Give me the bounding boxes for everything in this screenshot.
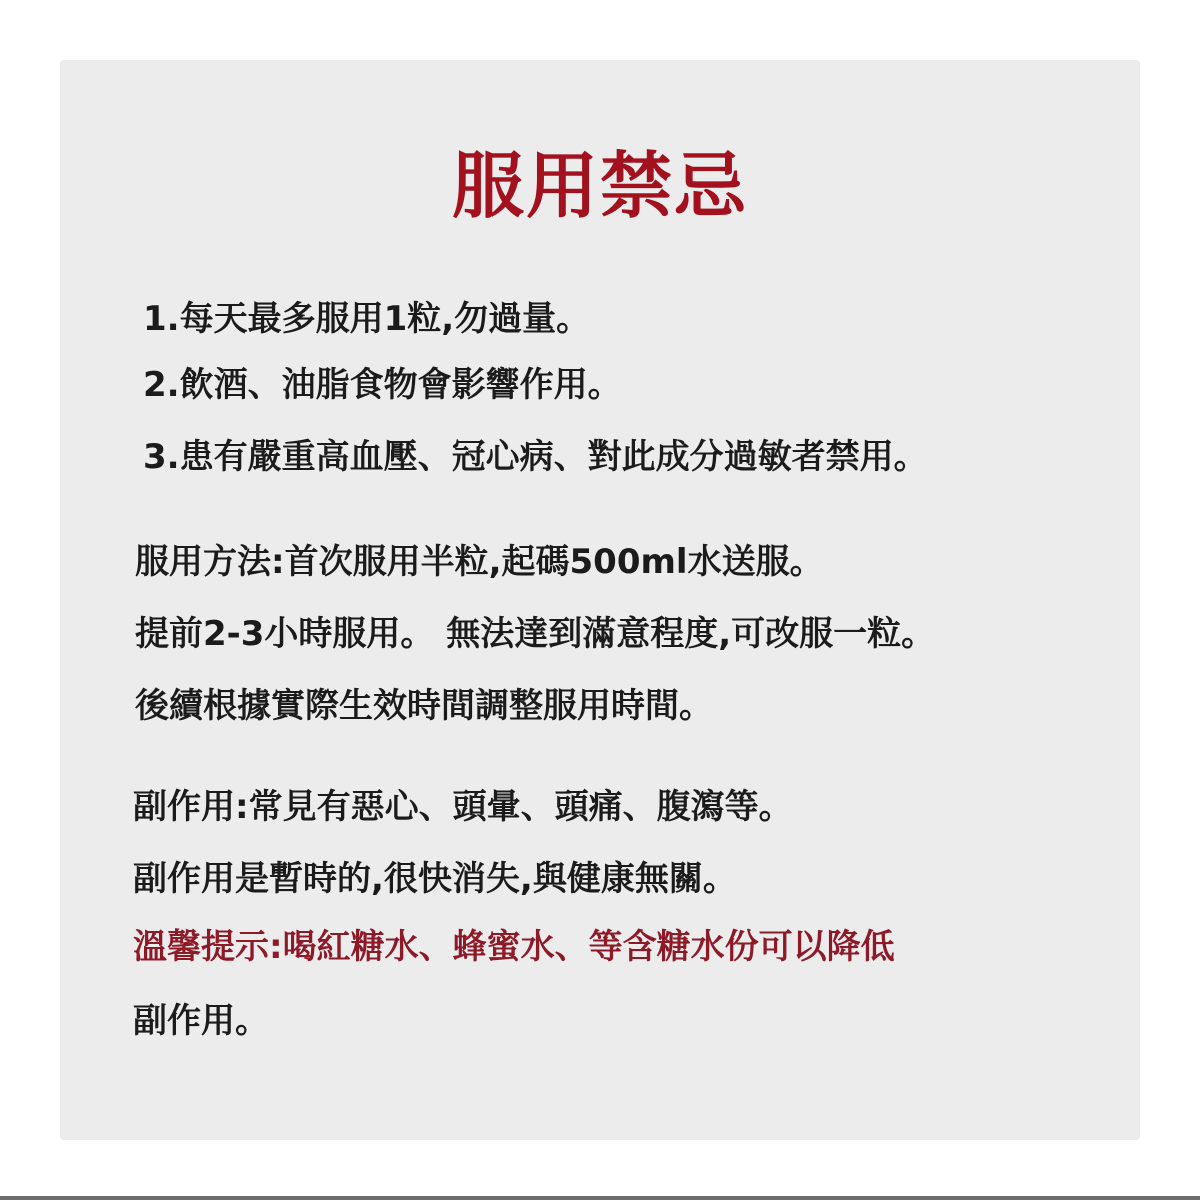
bottom-divider bbox=[0, 1196, 1200, 1200]
usage-line-2: 提前2-3小時服用。 無法達到滿意程度,可改服一粒。 bbox=[135, 614, 936, 654]
contraindication-item-1: 1.每天最多服用1粒,勿過量。 bbox=[143, 299, 591, 339]
tip-line-2: 副作用。 bbox=[133, 1001, 269, 1041]
side-effects-line-1: 副作用:常見有惡心、頭暈、頭痛、腹瀉等。 bbox=[133, 787, 793, 827]
info-card bbox=[60, 60, 1140, 1140]
usage-line-3: 後續根據實際生效時間調整服用時間。 bbox=[135, 686, 713, 726]
side-effects-line-2: 副作用是暫時的,很快消失,與健康無關。 bbox=[133, 859, 737, 899]
page-title: 服用禁忌 bbox=[451, 144, 748, 228]
usage-line-1: 服用方法:首次服用半粒,起碼500ml水送服。 bbox=[135, 542, 824, 582]
contraindication-item-2: 2.飲酒、油脂食物會影響作用。 bbox=[143, 365, 622, 405]
tip-line-1: 溫馨提示:喝紅糖水、蜂蜜水、等含糖水份可以降低 bbox=[133, 927, 895, 967]
contraindication-item-3: 3.患有嚴重高血壓、冠心病、對此成分過敏者禁用。 bbox=[143, 437, 928, 477]
